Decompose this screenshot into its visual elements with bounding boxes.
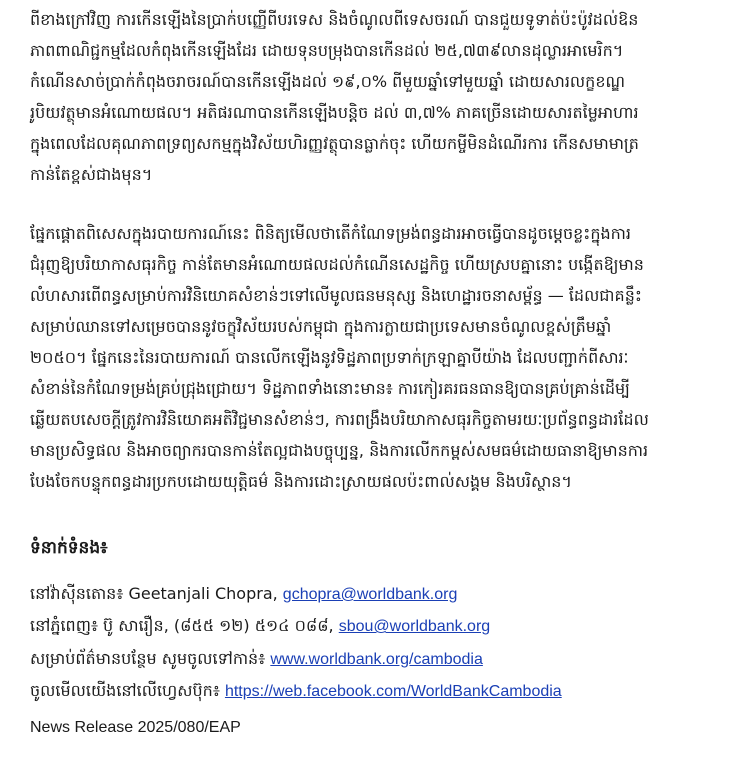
contact-washington — [30, 578, 562, 610]
contacts-heading: ទំនាក់ទំនង៖ — [30, 538, 108, 558]
contact-facebook — [30, 675, 562, 707]
paragraph-line: បែងចែកបន្ទុកពន្ធដារប្រកបដោយយុត្តិធម៌ និងការដោះស្រាយផលប៉ះពាល់សង្គម និងបរិស្ថាន។ — [30, 472, 572, 491]
paragraph-line: ក្នុងពេលដែលគុណភាពទ្រព្យសកម្មក្នុងវិស័យហិរញ្ញវត្ថុបានធ្លាក់ចុះ ហើយកម្ចីមិនដំណើរការ កើនសមាមាត្រ — [30, 134, 639, 153]
email-link-sbou[interactable]: sbou@worldbank.org — [338, 618, 491, 636]
news-release-number: News Release 2025/080/EAP — [30, 719, 241, 736]
paragraph-line: រូបិយវត្ថុមានអំណោយផល។ អតិផរណាបានកើនឡើងបន្តិច ដល់ ៣,៧% ភាគច្រើនដោយសារតម្លៃអាហារ — [30, 103, 639, 122]
paragraph-line: ផ្នែកផ្តោតពិសេសក្នុងរបាយការណ៍នេះ ពិនិត្យមើលថាតើកំណែទម្រង់ពន្ធដារអាចធ្វើបានដូចម្តេចខ្លះក្នុងការ — [30, 224, 631, 243]
paragraph-line: សំខាន់នៃកំណែទម្រង់គ្រប់ជ្រុងជ្រោយ។ ទិដ្ឋភាពទាំងនោះមាន៖ ការកៀរគរធនធានឱ្យបានគ្រប់គ្រាន់ដើម្បី — [30, 379, 630, 398]
paragraph-external-sector — [30, 4, 720, 190]
paragraph-line: ពីខាងក្រៅវិញ ការកើនឡើងនៃប្រាក់បញ្ញើពីបរទេស និងចំណូលពីទេសចរណ៍ បានជួយទូទាត់ប៉ះប៉ូវដល់ឱន — [30, 10, 639, 29]
paragraph-tax-reform — [30, 218, 720, 497]
paragraph-line: សម្រាប់ឈានទៅសម្រេចបាននូវចក្ខុវិស័យរបស់កម្ពុជា ក្នុងការក្លាយជាប្រទេសមានចំណូលខ្ពស់ត្រឹមឆ្នាំ — [30, 317, 612, 336]
paragraph-line: ជំរុញឱ្យបរិយាកាសធុរកិច្ច កាន់តែមានអំណោយផលដល់កំណើនសេដ្ឋកិច្ច ហើយស្របគ្នានោះ បង្កើតឱ្យមាន — [30, 255, 644, 274]
facebook-link[interactable]: https://web.facebook.com/WorldBankCambodia — [224, 682, 562, 700]
paragraph-line: កាន់តែខ្ពស់ជាងមុន។ — [30, 165, 153, 184]
contact-washington-label: នៅវ៉ាស៊ីនតោន៖ Geetanjali Chopra, — [30, 584, 283, 603]
paragraph-line: ២០៥០។ ផ្នែកនេះនៃរបាយការណ៍ បានលើកឡើងនូវទិដ្ឋភាពប្រទាក់ក្រឡាគ្នាបីយ៉ាង ដែលបញ្ជាក់ពីសារៈ — [30, 348, 629, 367]
website-link[interactable]: www.worldbank.org/cambodia — [270, 650, 483, 668]
contact-phnom-penh-label: នៅភ្នំពេញ៖ ប៊ូ សារឿន, (៨៥៥ ១២) ៥១៤ ០៨៨, — [30, 616, 339, 636]
contact-more-info — [30, 643, 562, 675]
paragraph-line: ឆ្លើយតបសេចក្តីត្រូវការវិនិយោគអតិវិជ្ជមានសំខាន់ៗ, ការពង្រឹងបរិយាកាសធុរកិច្ចតាមរយៈប្រព័ន្ធពន្ធដារដែល — [30, 410, 649, 429]
contact-list — [30, 578, 562, 707]
contact-phnom-penh — [30, 610, 562, 642]
more-info-label: សម្រាប់ព័ត៌មានបន្ថែម សូមចូលទៅកាន់៖ — [30, 648, 271, 668]
facebook-label: ចូលមើលយើងនៅលើហ្វេសប៊ុក៖ — [30, 680, 225, 700]
paragraph-line: លំហសារពើពន្ធសម្រាប់ការវិនិយោគសំខាន់ៗទៅលើមូលធនមនុស្ស និងហេដ្ឋារចនាសម្ព័ន្ធ — ដែលជាគន្លឹះ — [30, 286, 642, 305]
paragraph-line: ភាពពាណិជ្ជកម្មដែលកំពុងកើនឡើងដែរ ដោយទុនបម្រុងបានកើនដល់ ២៥,៧៣៩លានដុល្លារអាមេរិក។ — [30, 41, 624, 60]
paragraph-line: កំណើនសាច់ប្រាក់កំពុងចរាចរណ៍បានកើនឡើងដល់ ១៩,០% ពីមួយឆ្នាំទៅមួយឆ្នាំ ដោយសារលក្ខខណ្ឌ — [30, 72, 625, 91]
paragraph-line: មានប្រសិទ្ធផល និងអាចព្យាករបានកាន់តែល្អជាងបច្ចុប្បន្ន, និងការលើកកម្ពស់សមធម៌ដោយធានាឱ្យមានការ — [30, 441, 649, 460]
email-link-gchopra[interactable]: gchopra@worldbank.org — [282, 586, 458, 603]
